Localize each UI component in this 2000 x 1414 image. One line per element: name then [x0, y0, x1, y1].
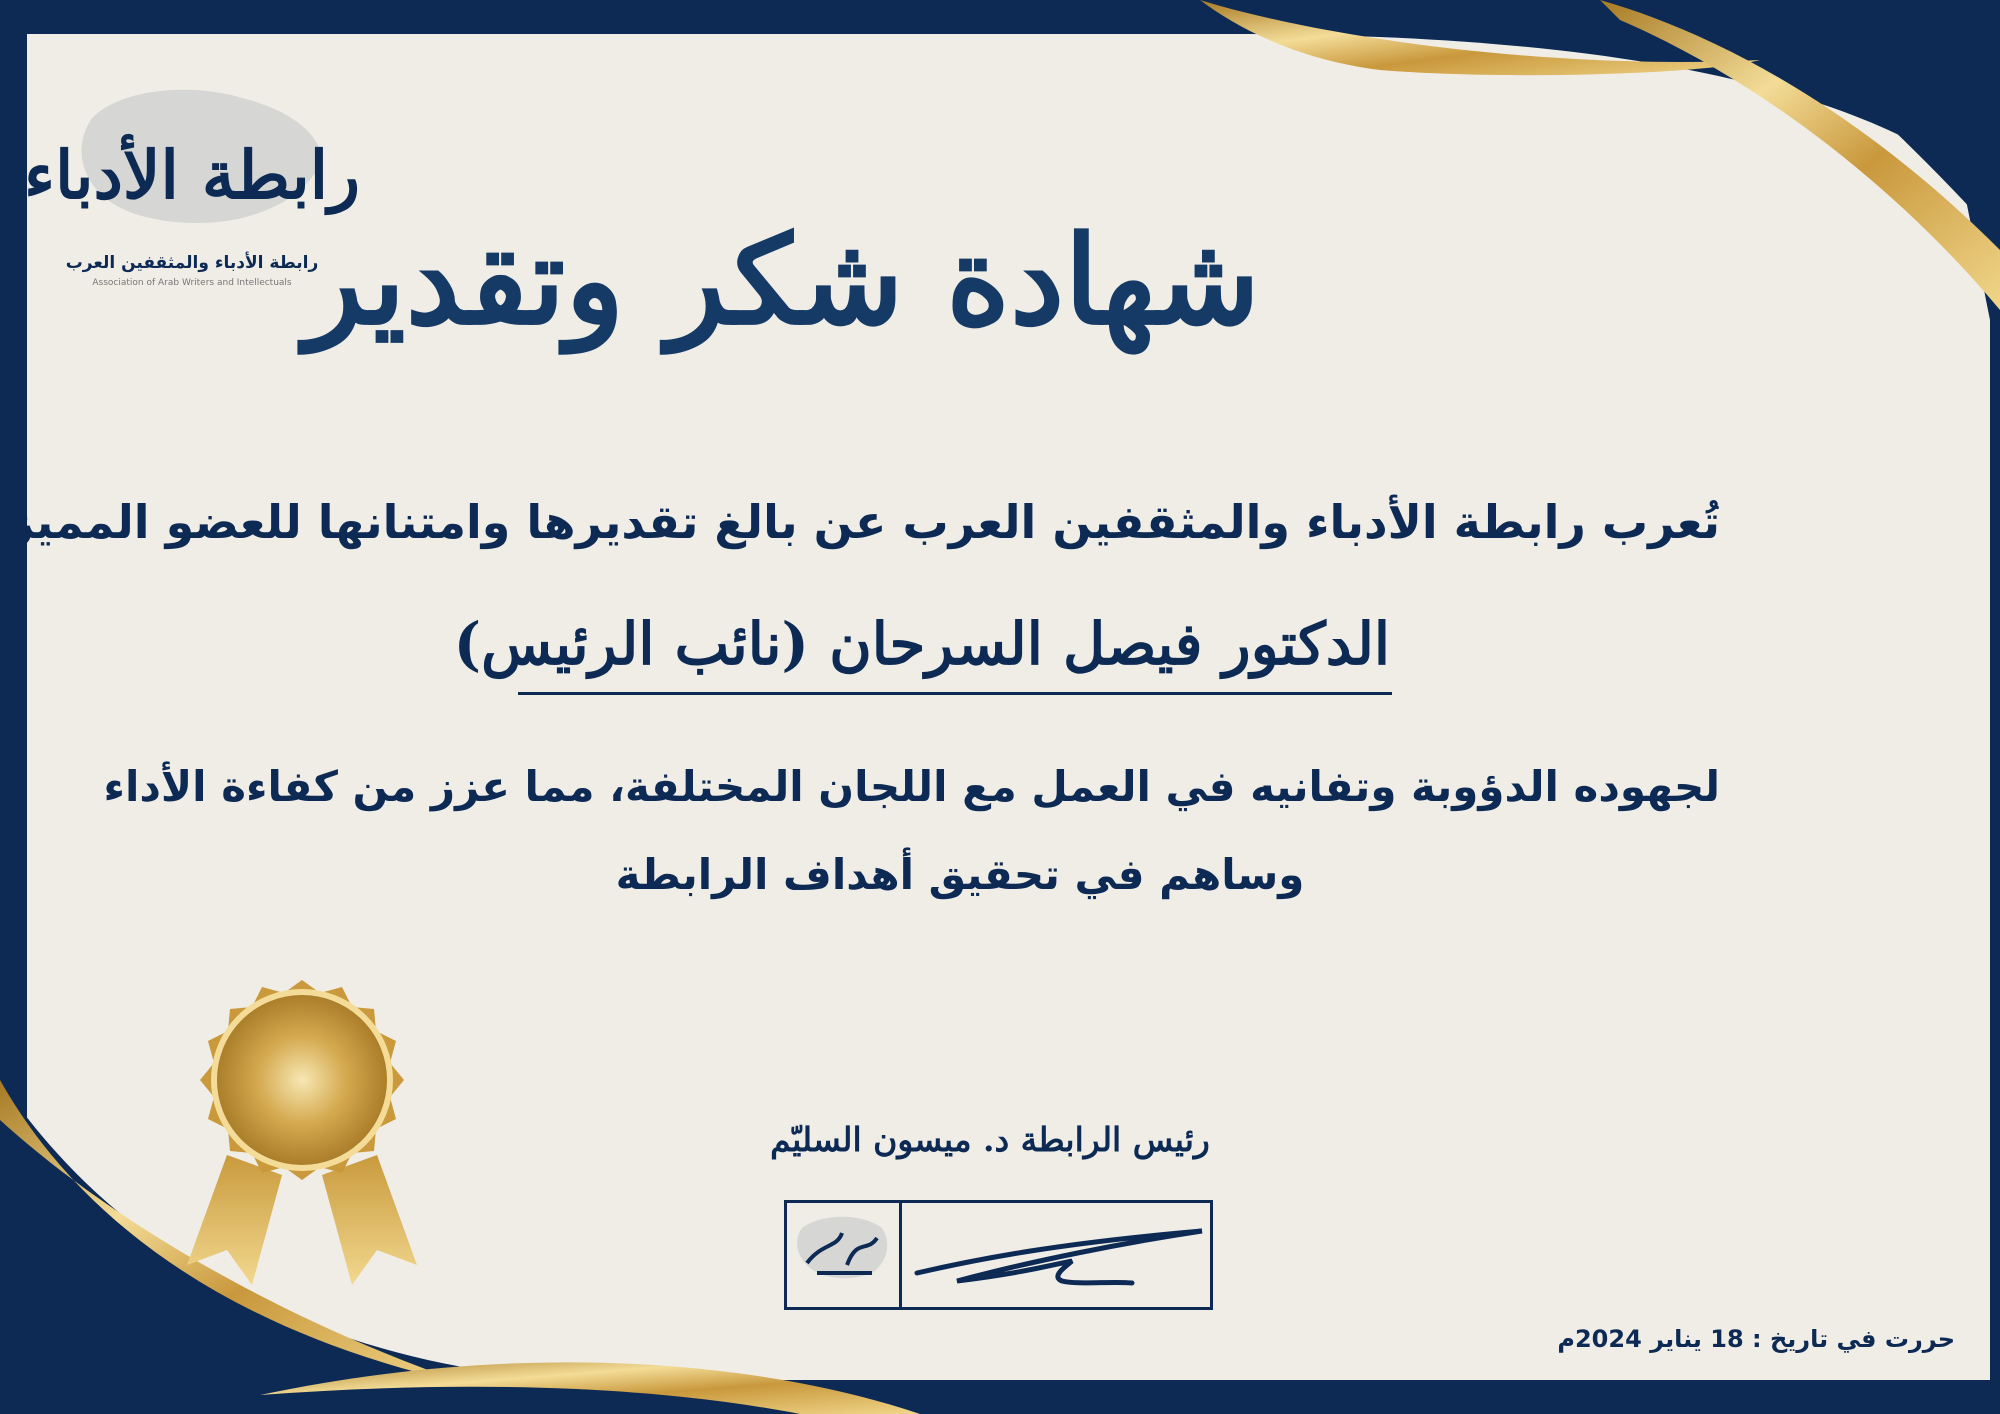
member-name: الدكتور فيصل السرحان (نائب الرئيس) — [453, 610, 1390, 678]
seal-ribbon-left — [187, 1155, 282, 1285]
logo-calligraphy: رابطة الأدباء — [24, 136, 360, 214]
intro-text: تُعرب رابطة الأدباء والمثقفين العرب عن بالغ تقديرها وامتنانها للعضو المميز — [7, 495, 1720, 549]
mini-logo-icon — [787, 1203, 899, 1307]
gold-seal-icon — [172, 975, 432, 1295]
logo-name-en: Association of Arab Writers and Intellectuals — [92, 278, 292, 288]
handwritten-signature — [902, 1203, 1210, 1307]
body-line-2: وساهم في تحقيق أهداف الرابطة — [615, 850, 1305, 899]
association-logo — [24, 78, 360, 298]
arab-map-icon — [24, 78, 360, 253]
signature-box — [784, 1200, 1213, 1310]
signature-title: رئيس الرابطة د. ميسون السليّم — [770, 1120, 1210, 1159]
seal-ribbon-right — [322, 1155, 417, 1285]
logo-name-ar: رابطة الأدباء والمثقفين العرب — [65, 253, 319, 273]
member-underline — [518, 692, 1392, 695]
body-line-1: لجهوده الدؤوبة وتفانيه في العمل مع اللجان المختلفة، مما عزز من كفاءة الأداء — [103, 762, 1720, 811]
issue-date: حررت في تاريخ : 18 يناير 2024م — [1557, 1325, 1955, 1353]
certificate-title: شهادة شكر وتقدير — [304, 208, 1260, 352]
